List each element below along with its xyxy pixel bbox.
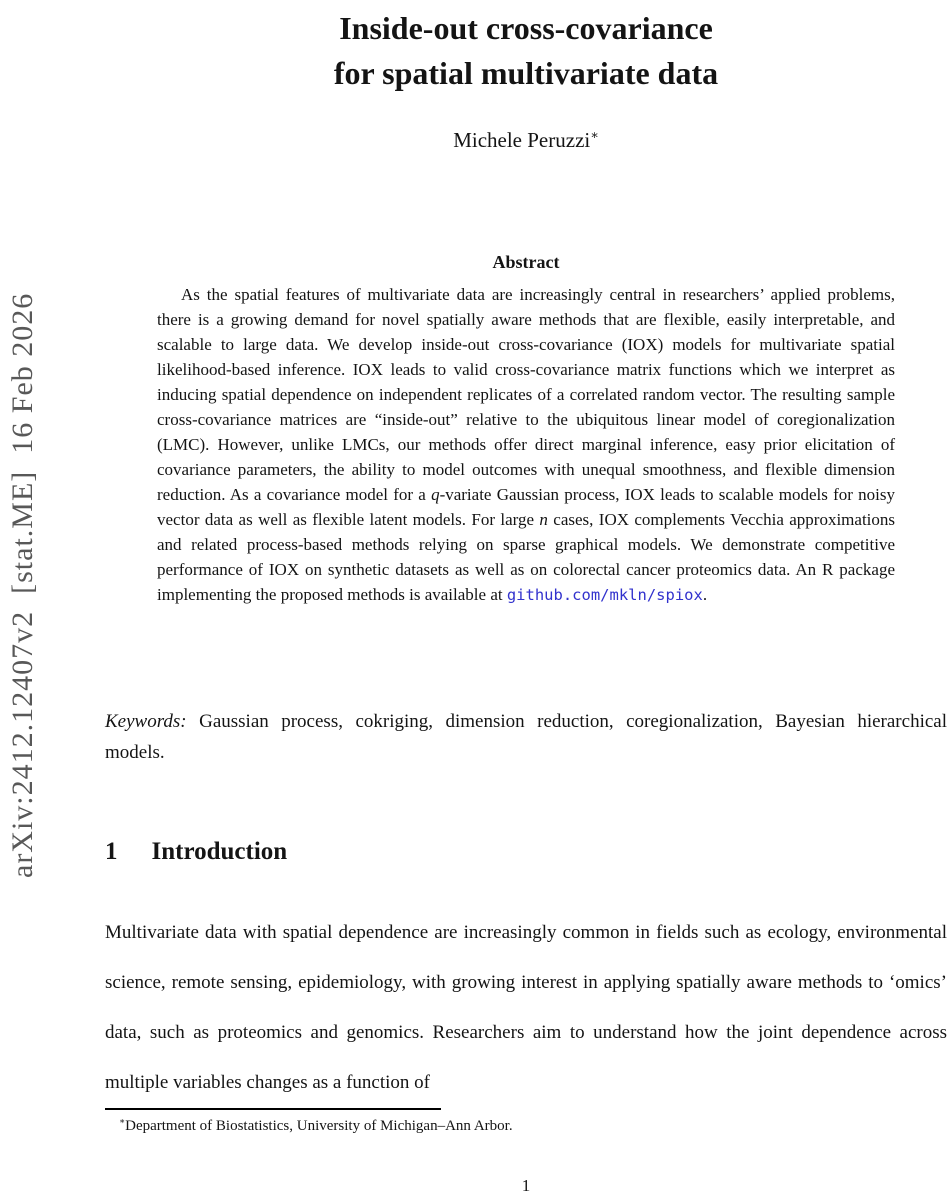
section-number: 1 xyxy=(105,838,118,865)
abstract-part-2: -variate Gaussian process, IOX leads to scalable models for noisy vector data as well as flexible latent models. For large xyxy=(157,485,896,529)
footnote-mark: ∗ xyxy=(119,1116,126,1126)
keywords-text: Gaussian process, cokriging, dimension reduction, coregionalization, Bayesian hierarchical models. xyxy=(105,711,947,763)
footnote-rule xyxy=(105,1108,441,1110)
footnote-text xyxy=(105,1116,947,1137)
title-line-2: for spatial multivariate data xyxy=(333,55,719,91)
paper-title xyxy=(105,6,947,96)
math-var-q: q xyxy=(431,485,440,504)
author-footnote-mark: ∗ xyxy=(590,128,599,142)
footnote xyxy=(105,1108,947,1137)
author-name: Michele Peruzzi xyxy=(453,128,591,152)
author xyxy=(105,128,947,153)
footnote-body: Department of Biostatistics, University of Michigan–Ann Arbor. xyxy=(125,1118,513,1134)
arxiv-watermark: arXiv:2412.12407v2 [stat.ME] 16 Feb 2026 xyxy=(6,292,39,878)
section-heading-introduction xyxy=(105,838,287,866)
section-title: Introduction xyxy=(151,838,288,865)
title-block xyxy=(105,6,947,153)
title-line-1: Inside-out cross-covariance xyxy=(339,10,713,46)
abstract-part-3: cases, IOX complements Vecchia approximations and related process-based methods relying on sparse graphical models. We demonstrate competitive performance of IOX on synthetic datasets as well as on colorectal cancer proteomics data. An R package implementing the proposed methods is available at xyxy=(157,510,896,604)
abstract-part-1: As the spatial features of multivariate data are increasingly central in researchers’ applied problems, there is a growing demand for novel spatially aware methods that are flexible, easily interpretable, and scalable to large data. We develop inside-out cross-covariance (IOX) models for multivariate spatial likelihood-based inference. IOX leads to valid cross-covariance matrix functions which we interpret as inducing spatial dependence on independent replicates of a correlated random vector. The resulting sample cross-covariance matrices are “inside-out” relative to the ubiquitous linear model of coregionalization (LMC). However, unlike LMCs, our methods offer direct marginal inference, easy prior elicitation of covariance parameters, the ability to model outcomes with unequal smoothness, and flexible dimension reduction. As a covariance model for a xyxy=(157,285,895,504)
page-number: 1 xyxy=(521,1176,531,1195)
paper-content xyxy=(105,0,947,1200)
keywords-line xyxy=(105,706,947,768)
intro-paragraph: Multivariate data with spatial dependence are increasingly common in fields such as ecology, environmental science, remote sensing, epidemiology, with growing interest in applying spatially aware methods to ‘omics’ data, such as proteomics and genomics. Researchers aim to understand how the joint dependence across multiple variables changes as a function of xyxy=(105,922,947,1093)
keywords-label: Keywords: xyxy=(105,711,187,732)
math-var-n: n xyxy=(539,510,548,529)
abstract-text xyxy=(157,282,895,608)
abstract-section xyxy=(157,252,895,608)
abstract-part-4: . xyxy=(702,585,708,604)
abstract-heading: Abstract xyxy=(492,252,560,272)
github-repo-link[interactable]: github.com/mkln/spiox xyxy=(506,586,703,604)
